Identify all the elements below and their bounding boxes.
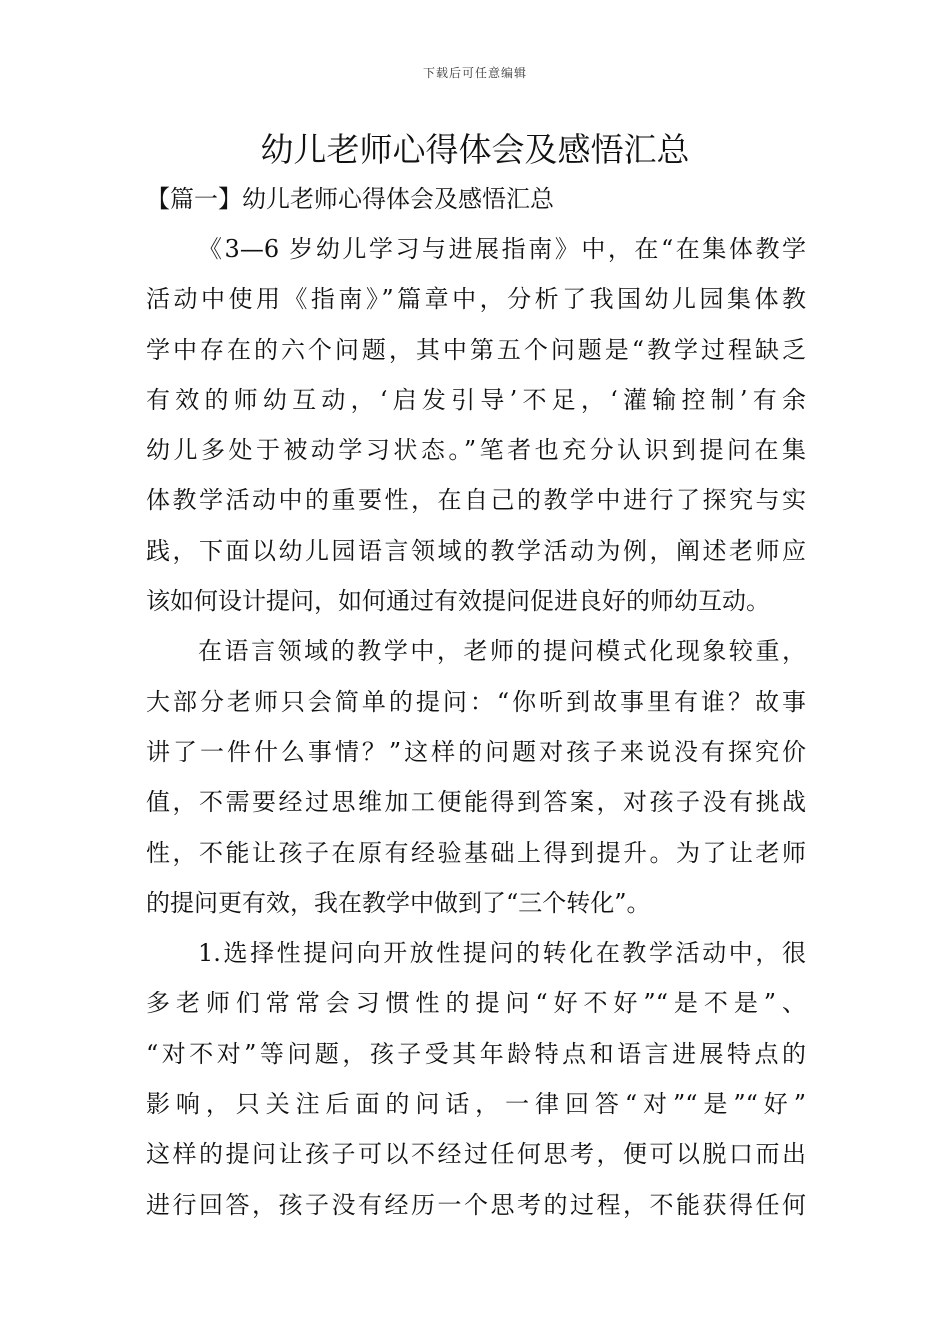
document-title: 幼儿老师心得体会及感悟汇总: [260, 130, 690, 169]
text-line: 活动中使用《指南》”篇章中，分析了我国幼儿园集体教: [146, 285, 806, 314]
text-line: 大部分老师只会简单的提问：“你听到故事里有谁？故事: [146, 687, 806, 716]
text-line: 性，不能让孩子在原有经验基础上得到提升。为了让老师: [146, 838, 806, 867]
text-line: 幼儿多处于被动学习状态。”笔者也充分认识到提问在集: [146, 436, 806, 465]
text-line: 在语言领域的教学中，老师的提问模式化现象较重，: [198, 637, 806, 666]
text-line: 的提问更有效，我在教学中做到了“三个转化”。: [146, 888, 651, 917]
text-line: 践，下面以幼儿园语言领域的教学活动为例，阐述老师应: [146, 536, 806, 565]
text-line: 有效的师幼互动，‘启发引导’不足，‘灌输控制’有余: [146, 385, 806, 414]
text-line: 体教学活动中的重要性，在自己的教学中进行了探究与实: [146, 486, 806, 515]
text-line: 这样的提问让孩子可以不经过任何思考，便可以脱口而出: [146, 1140, 806, 1169]
text-line: 该如何设计提问，如何通过有效提问促进良好的师幼互动。: [146, 587, 770, 616]
text-line: 1.选择性提问向开放性提问的转化在教学活动中，很: [198, 939, 806, 968]
header-note: 下载后可任意编辑: [422, 66, 527, 80]
text-line: 讲了一件什么事情？”这样的问题对孩子来说没有探究价: [146, 737, 806, 766]
text-line: 多老师们常常会习惯性的提问“好不好”“是不是”、: [146, 989, 806, 1018]
text-line: 影响，只关注后面的问话，一律回答“对”“是”“好”: [146, 1090, 806, 1119]
text-line: “对不对”等问题，孩子受其年龄特点和语言进展特点的: [146, 1039, 806, 1068]
body-text: [146, 224, 806, 1230]
text-line: 《3—6 岁幼儿学习与进展指南》中，在“在集体教学: [198, 235, 806, 263]
text-line: 学中存在的六个问题，其中第五个问题是“教学过程缺乏: [146, 335, 806, 364]
text-line: 值，不需要经过思维加工便能得到答案，对孩子没有挑战: [146, 788, 806, 817]
text-line: 进行回答，孩子没有经历一个思考的过程，不能获得任何: [146, 1190, 806, 1219]
section-heading: 【篇一】幼儿老师心得体会及感悟汇总: [146, 185, 554, 213]
